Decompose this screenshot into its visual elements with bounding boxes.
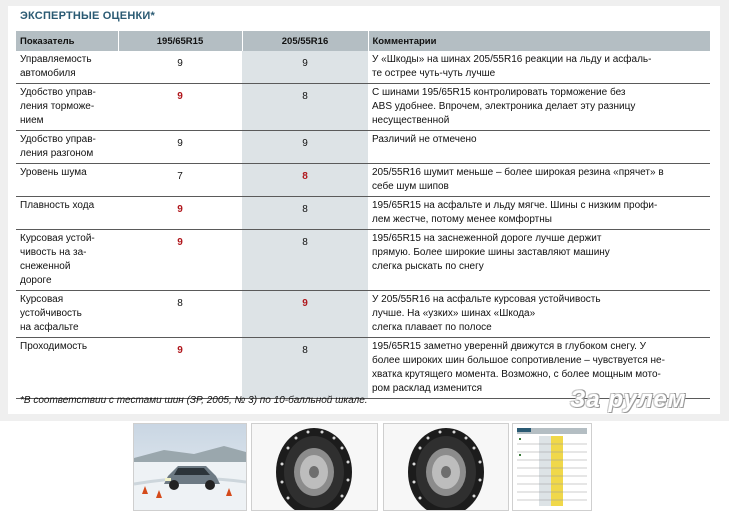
score-205-55r16: 9 — [242, 51, 368, 84]
comment-line: более широких шин большое сопротивление – чувствуется не- — [372, 355, 665, 366]
comment-line: ром расклад изменится — [372, 383, 482, 394]
comment-line: 195/65R15 на асфальте и льду мягче. Шины с низким профи- — [372, 200, 658, 211]
indicator-line: Удобство управ- — [20, 87, 96, 98]
score-205-55r16: 8 — [242, 338, 368, 399]
header-195-65r15: 195/65R15 — [118, 31, 242, 51]
car-on-snow-image — [134, 424, 246, 510]
comment-line: те острее чуть-чуть лучше — [372, 68, 496, 79]
table-row — [16, 230, 710, 291]
score-195-65r15: 9 — [118, 338, 242, 399]
comment-line: слегка рыскать по снегу — [372, 261, 484, 272]
score-205-55r16: 8 — [242, 197, 368, 230]
indicator-line: Курсовая — [20, 294, 64, 305]
header-indicator: Показатель — [16, 31, 118, 51]
comment-line: 205/55R16 шумит меньше – более широкая резина «прячет» в — [372, 167, 664, 178]
table-row — [16, 291, 710, 338]
score-195-65r15: 9 — [118, 131, 242, 164]
indicator-cell — [16, 164, 118, 197]
comment-line: несущественной — [372, 115, 450, 126]
indicator-cell — [16, 291, 118, 338]
table-row — [16, 197, 710, 230]
score-205-55r16: 8 — [242, 164, 368, 197]
indicator-cell — [16, 197, 118, 230]
header-comments: Комментарии — [368, 31, 710, 51]
score-195-65r15: 8 — [118, 291, 242, 338]
table-row — [16, 84, 710, 131]
indicator-cell — [16, 84, 118, 131]
comment-line: себе шум шипов — [372, 181, 449, 192]
indicator-line: дороге — [20, 275, 52, 286]
comment-cell — [368, 230, 710, 291]
indicator-cell — [16, 131, 118, 164]
indicator-line: ления разгоном — [20, 148, 94, 159]
section-title: ЭКСПЕРТНЫЕ ОЦЕНКИ* — [20, 10, 155, 22]
comment-line: У «Шкоды» на шинах 205/55R16 реакции на льду и асфаль- — [372, 54, 652, 65]
score-205-55r16: 8 — [242, 230, 368, 291]
indicator-line: на асфальте — [20, 322, 79, 333]
comment-line: хватка крутящего момента. Возможно, с более мощным мото- — [372, 369, 661, 380]
indicator-cell — [16, 338, 118, 399]
comment-line: лучше. На «узких» шинах «Шкода» — [372, 308, 536, 319]
table-row — [16, 131, 710, 164]
footnote: *В соответствии с тестами шин (ЗР, 2005, № 3) по 10-балльной шкале. — [20, 395, 368, 406]
thumb-tire-2[interactable] — [383, 423, 509, 511]
comment-line: С шинами 195/65R15 контролировать торможение без — [372, 87, 626, 98]
comment-cell — [368, 84, 710, 131]
indicator-line: снеженной — [20, 261, 71, 272]
indicator-cell — [16, 230, 118, 291]
indicator-line: автомобиля — [20, 68, 76, 79]
studded-tire-image — [252, 424, 377, 510]
comment-line: 195/65R15 на заснеженной дороге лучше держит — [372, 233, 602, 244]
indicator-cell — [16, 51, 118, 84]
thumb-table[interactable] — [512, 423, 592, 511]
comment-line: 195/65R15 заметно увереннй движутся в глубоком снегу. У — [372, 341, 646, 352]
table-row — [16, 164, 710, 197]
za-rulem-watermark: За рулем — [570, 386, 687, 413]
indicator-line: Удобство управ- — [20, 134, 96, 145]
comment-line: слегка плавает по полосе — [372, 322, 492, 333]
score-195-65r15: 9 — [118, 230, 242, 291]
indicator-line: устойчивость — [20, 308, 82, 319]
table-preview-image — [513, 424, 591, 510]
indicator-line: Курсовая устой- — [20, 233, 95, 244]
comment-line: У 205/55R16 на асфальте курсовая устойчивость — [372, 294, 601, 305]
comment-line: Различий не отмечено — [372, 134, 477, 145]
studded-tire-image-2 — [384, 424, 508, 510]
indicator-line: Плавность хода — [20, 200, 95, 211]
indicator-line: ления торможе- — [20, 101, 95, 112]
score-195-65r15: 7 — [118, 164, 242, 197]
comment-cell — [368, 197, 710, 230]
expert-ratings-table — [16, 31, 711, 399]
score-195-65r15: 9 — [118, 84, 242, 131]
indicator-line: Проходимость — [20, 341, 88, 352]
score-205-55r16: 9 — [242, 291, 368, 338]
comment-cell — [368, 51, 710, 84]
indicator-line: Уровень шума — [20, 167, 87, 178]
comment-line: лем жестче, потому менее комфортны — [372, 214, 552, 225]
comment-line: прямую. Более широкие шины заставляют машину — [372, 247, 610, 258]
thumb-tire-1[interactable] — [251, 423, 378, 511]
score-205-55r16: 9 — [242, 131, 368, 164]
indicator-line: Управляемость — [20, 54, 92, 65]
header-205-55r16: 205/55R16 — [242, 31, 368, 51]
comment-line: ABS удобнее. Впрочем, электроника делает эту разницу — [372, 101, 636, 112]
thumb-car-on-snow[interactable] — [133, 423, 247, 511]
indicator-line: нием — [20, 115, 44, 126]
table-header-row — [16, 31, 710, 51]
score-195-65r15: 9 — [118, 51, 242, 84]
comment-cell — [368, 131, 710, 164]
score-205-55r16: 8 — [242, 84, 368, 131]
comment-cell — [368, 291, 710, 338]
table-body — [16, 51, 710, 399]
indicator-line: чивость на за- — [20, 247, 87, 258]
comment-cell — [368, 164, 710, 197]
table-row — [16, 51, 710, 84]
score-195-65r15: 9 — [118, 197, 242, 230]
